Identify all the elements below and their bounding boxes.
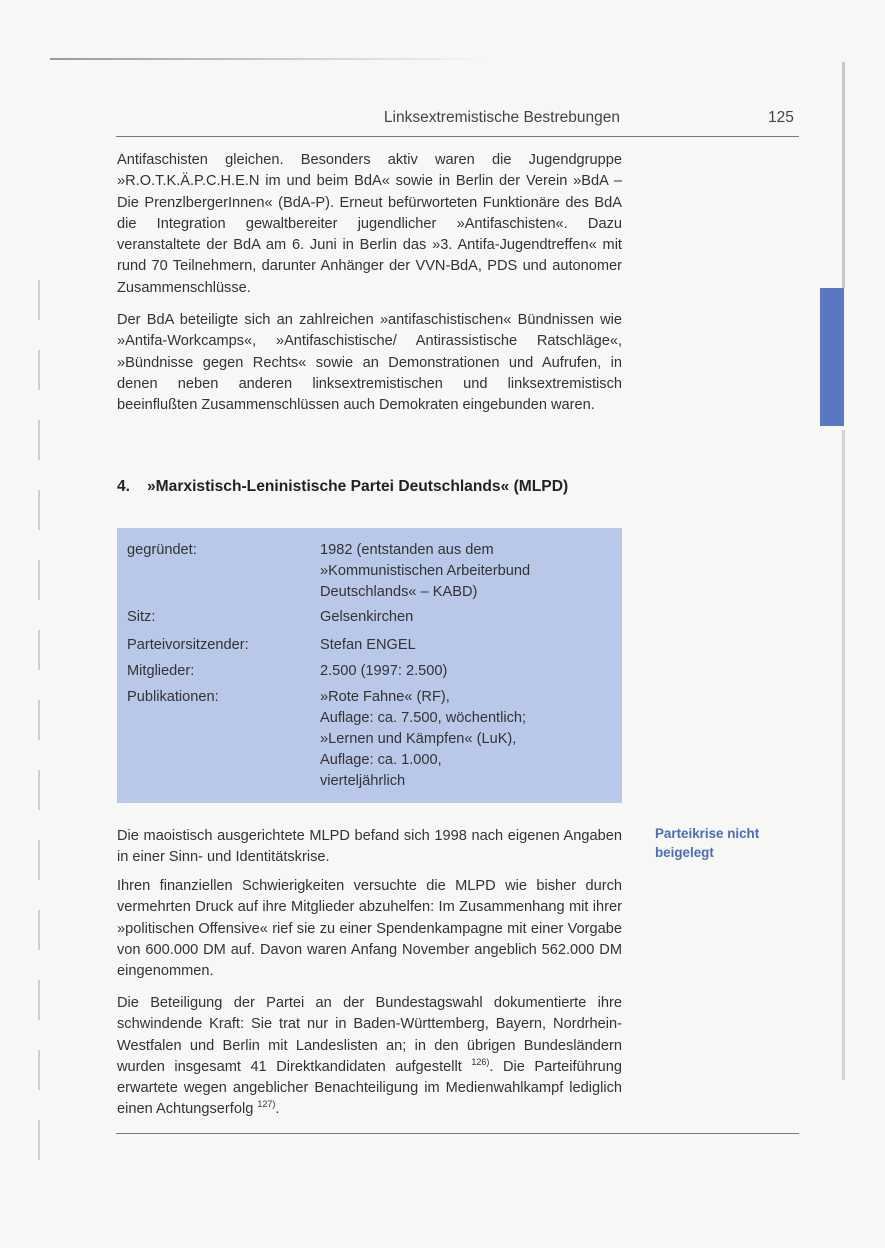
header-rule — [116, 136, 799, 137]
page-number: 125 — [768, 109, 794, 126]
fact-value-line: Auflage: ca. 1.000, — [320, 752, 442, 768]
text-run: . Die Parteiführung erwartete wegen angeblicher Benachteiligung im Medienwahlkampf lediglich einen Achtungserfolg — [117, 1058, 623, 1118]
fact-value: Stefan ENGEL — [320, 637, 416, 653]
margin-note — [655, 824, 759, 862]
fact-value-line: »Kommunistischen Arbeiterbund — [320, 563, 531, 579]
fact-label: gegründet: — [127, 542, 197, 558]
fact-value: 2.500 (1997: 2.500) — [320, 663, 448, 679]
paragraph-bda-youth — [117, 150, 622, 299]
fact-value-line: vierteljährlich — [320, 773, 406, 789]
paragraph-mlpd-finances — [117, 876, 622, 982]
fact-value-line: 1982 (entstanden aus dem — [320, 542, 494, 558]
section-title: »Marxistisch-Leninistische Partei Deutschlands« (MLPD) — [147, 478, 569, 495]
paragraph-text — [117, 993, 622, 1121]
section-number: 4. — [117, 478, 131, 495]
page-edge-right-lower — [842, 430, 845, 1080]
fact-value: Gelsenkirchen — [320, 609, 414, 625]
fact-value-line: »Rote Fahne« (RF), — [320, 689, 450, 705]
fact-value-line: Deutschlands« – KABD) — [320, 584, 478, 600]
paragraph-text: Antifaschisten gleichen. Besonders aktiv waren die Jugendgruppe »R.O.T.K.Ä.P.C.H.E.N im und beim BdA« sowie in Berlin der Verein »BdA – Die PrenzlbergerInnen« (BdA-P). Erneut befürworteten Funktionäre des BdA die Integration gewaltbereiter jugendlicher »Antifaschisten«. Dazu veranstaltete der BdA am 6. Juni in Berlin das »3. Antifa-Jugendtreffen« mit rund 70 Teilnehmern, darunter Anhänger der VVN-BdA, PDS und autonomer Zusammenschlüsse. — [117, 152, 622, 296]
paragraph-mlpd-election — [117, 993, 622, 1121]
scan-artifact-line — [50, 58, 490, 60]
chapter-thumb-tab — [820, 288, 844, 426]
page-edge-left — [38, 280, 40, 1170]
fact-value-line: Auflage: ca. 7.500, wöchentlich; — [320, 710, 527, 726]
paragraph-text: Die maoistisch ausgerichtete MLPD befand sich 1998 nach eigenen Angaben in einer Sinn- und Identitätskrise. — [117, 828, 622, 866]
margin-note-line: Parteikrise nicht — [655, 826, 760, 841]
footer-rule — [116, 1133, 799, 1134]
fact-value-line: »Lernen und Kämpfen« (LuK), — [320, 731, 517, 747]
fact-label: Publikationen: — [127, 689, 219, 705]
fact-label: Mitglieder: — [127, 663, 195, 679]
fact-value — [320, 687, 620, 792]
page-edge-right — [842, 62, 845, 288]
paragraph-text: Ihren finanziellen Schwierigkeiten versuchte die MLPD wie bisher durch vermehrten Druck auf ihre Mitglieder abzuhelfen: Im Zusammenhang mit ihrer »politischen Offensive« rief sie zu einer Spendenkampagne mit einer Vorgabe von 600.000 DM auf. Davon waren Anfang November angeblich 562.000 DM eingenommen. — [117, 878, 622, 980]
paragraph-text: Der BdA beteiligte sich an zahlreichen »antifaschistischen« Bündnissen wie »Antifa-Workcamps«, »Antifaschistische/ Antirassistische Ratschläge«, »Bündnisse gegen Rechts« sowie an Demonstrationen und Aufrufen, in denen neben anderen linksextremistischen und linksextremistisch beeinflußten Zusammenschlüssen auch Demokraten eingebunden waren. — [117, 312, 622, 414]
party-fact-box — [117, 528, 622, 803]
running-header-title: Linksextremistische Bestrebungen — [383, 109, 620, 126]
footnote-ref-126[interactable]: 126) — [471, 1057, 490, 1068]
footnote-ref-127[interactable]: 127) — [257, 1099, 276, 1110]
margin-note-line: beigelegt — [655, 845, 714, 860]
fact-value — [320, 540, 620, 603]
text-run: . — [275, 1101, 280, 1118]
text-run: Die Beteiligung der Partei an der Bundestagswahl dokumentierte ihre schwindende Kraft: Sie trat nur in Baden-Württemberg, Bayern, Nordrhein-Westfalen und Berlin mit Landeslisten an; in den übrigen Bundesländern wurden insgesamt 41 Direktkandidaten aufgestellt — [117, 995, 622, 1075]
paragraph-mlpd-crisis — [117, 826, 622, 869]
paragraph-bda-alliances — [117, 310, 622, 416]
fact-label: Parteivorsitzender: — [127, 637, 249, 653]
section-heading — [117, 478, 568, 496]
fact-label: Sitz: — [127, 609, 156, 625]
